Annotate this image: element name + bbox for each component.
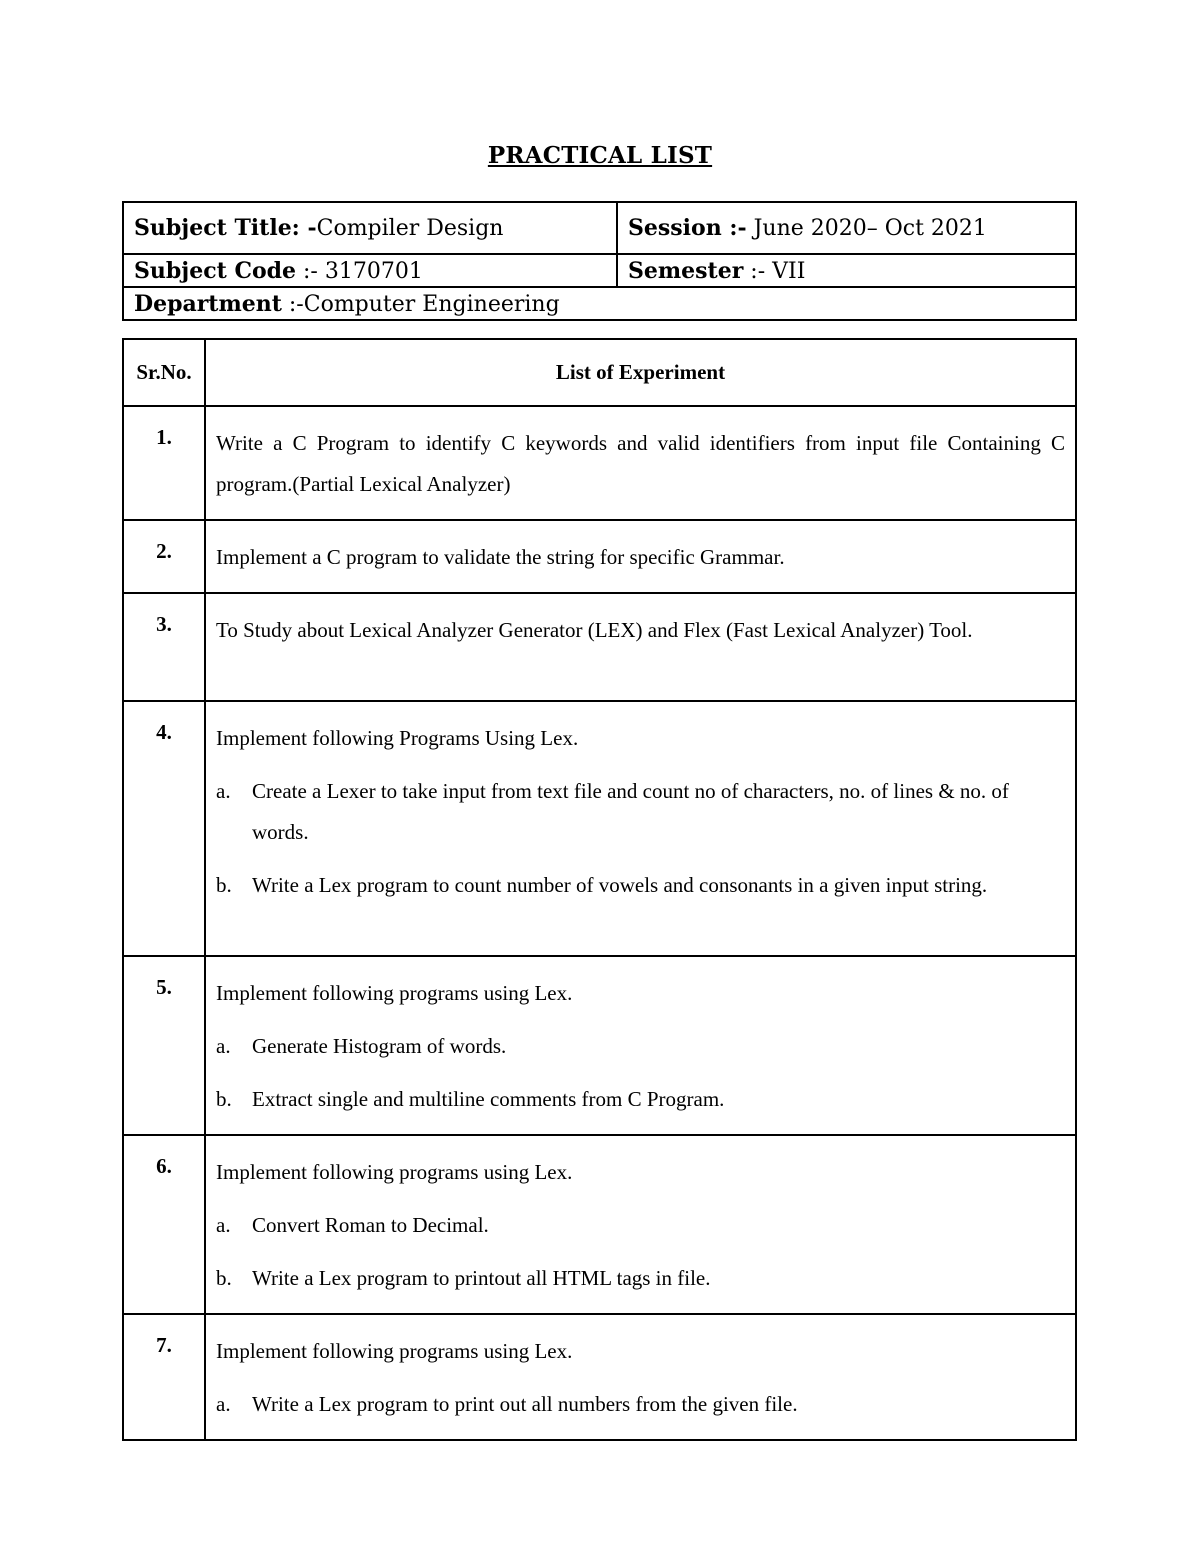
list-item: [216, 771, 1065, 853]
item-text: Generate Histogram of words.: [252, 1034, 507, 1058]
list-item: [216, 1384, 1065, 1425]
item-label: a.: [216, 1392, 231, 1416]
row-content: [205, 956, 1076, 1135]
list-item: [216, 1026, 1065, 1067]
row-content: [205, 1314, 1076, 1440]
list-header: List of Experiment: [205, 339, 1076, 406]
table-row: [123, 1314, 1076, 1440]
subject-code-label: Subject Code: [134, 257, 297, 284]
table-row: [123, 956, 1076, 1135]
session-label: Session :-: [628, 215, 747, 241]
item-text: Create a Lexer to take input from text file and count no of characters, no. of lines & no. of words.: [252, 779, 1009, 844]
row-number: 7.: [123, 1314, 205, 1440]
subject-code-value: :- 3170701: [296, 258, 423, 284]
row-number: 5.: [123, 956, 205, 1135]
item-text: Extract single and multiline comments from C Program.: [252, 1087, 725, 1111]
item-label: a.: [216, 779, 231, 803]
semester-value: :- VII: [743, 258, 806, 284]
subject-title-value: Compiler Design: [316, 216, 504, 241]
table-row: [123, 1135, 1076, 1314]
session-cell: [617, 202, 1076, 254]
row-number: 6.: [123, 1135, 205, 1314]
table-row: [123, 701, 1076, 956]
item-label: b.: [216, 1087, 232, 1111]
semester-label: Semester: [628, 257, 744, 284]
department-cell: [123, 287, 1076, 320]
subject-title-cell: [123, 202, 617, 254]
row-intro: Implement following programs using Lex.: [216, 1339, 573, 1363]
subject-code-cell: [123, 254, 617, 287]
semester-cell: [617, 254, 1076, 287]
item-text: Write a Lex program to printout all HTML tags in file.: [252, 1266, 711, 1290]
list-item: [216, 865, 1065, 906]
list-item: [216, 1258, 1065, 1299]
list-item: [216, 1079, 1065, 1120]
row-content: [205, 701, 1076, 956]
experiments-table: [122, 338, 1077, 1441]
session-value: June 2020– Oct 2021: [746, 216, 987, 241]
department-label: Department: [134, 290, 282, 317]
item-label: a.: [216, 1213, 231, 1237]
item-label: b.: [216, 1266, 232, 1290]
item-text: Write a Lex program to print out all numbers from the given file.: [252, 1392, 798, 1416]
row-number: 4.: [123, 701, 205, 956]
table-row: [123, 406, 1076, 520]
table-row: [123, 520, 1076, 593]
subject-title-label: Subject Title: -: [134, 215, 317, 241]
row-number: 1.: [123, 406, 205, 520]
department-value: :-Computer Engineering: [281, 291, 560, 317]
row-text: Implement a C program to validate the string for specific Grammar.: [205, 520, 1076, 593]
srno-header: Sr.No.: [123, 339, 205, 406]
row-number: 2.: [123, 520, 205, 593]
page-title: PRACTICAL LIST: [487, 142, 713, 169]
row-intro: Implement following programs using Lex.: [216, 981, 573, 1005]
item-text: Write a Lex program to count number of vowels and consonants in a given input string.: [252, 873, 988, 897]
row-number: 3.: [123, 593, 205, 701]
table-row: [123, 593, 1076, 701]
list-item: [216, 1205, 1065, 1246]
table-header-row: [123, 339, 1076, 406]
row-intro: Implement following programs using Lex.: [216, 1160, 573, 1184]
row-text: Write a C Program to identify C keywords and valid identifiers from input file Containing C program.(Partial Lexical Analyzer): [205, 406, 1076, 520]
item-label: b.: [216, 873, 232, 897]
row-intro: Implement following Programs Using Lex.: [216, 726, 579, 750]
row-content: [205, 1135, 1076, 1314]
subject-info-table: [122, 201, 1077, 321]
row-text: To Study about Lexical Analyzer Generator (LEX) and Flex (Fast Lexical Analyzer) Tool.: [205, 593, 1076, 701]
item-label: a.: [216, 1034, 231, 1058]
item-text: Convert Roman to Decimal.: [252, 1213, 489, 1237]
